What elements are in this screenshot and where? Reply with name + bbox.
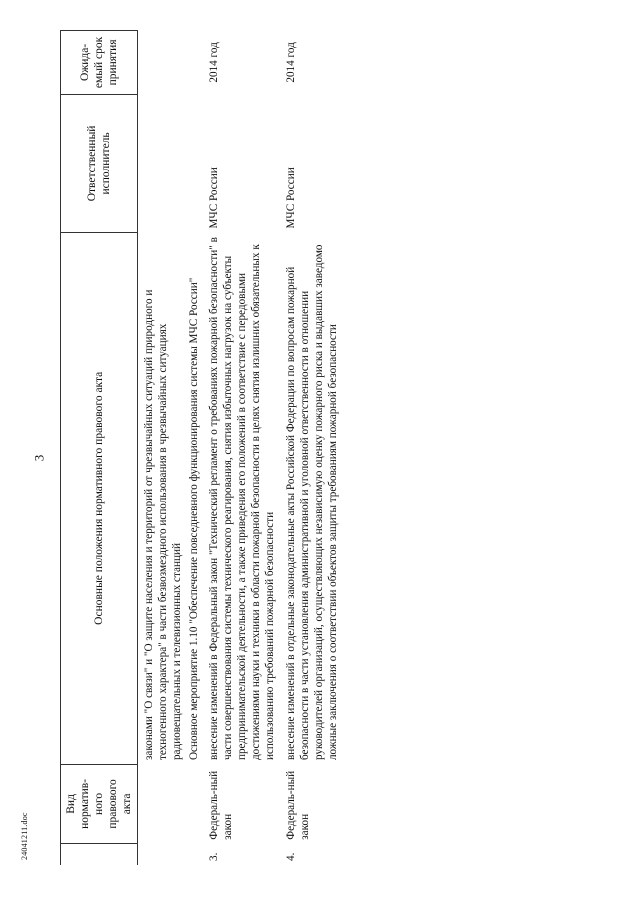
row-number: 3. xyxy=(208,852,220,861)
normative-acts-table xyxy=(60,30,344,865)
table-row xyxy=(204,31,281,866)
footer-filename: 24041211.doc xyxy=(20,812,29,860)
row-term: 2014 год xyxy=(208,42,220,83)
continuation-row xyxy=(138,31,187,866)
row-kind: Федераль-ный закон xyxy=(208,770,234,840)
row-term: 2014 год xyxy=(285,42,297,83)
continuation-text: законами "О связи" и "О защите населения и территорий от чрезвычайных ситуаций природного и техногенного характера" в части безвозмездного использования в чрезвычайных ситуациях радиовещательных и телевизионных станций xyxy=(143,289,183,761)
table-row xyxy=(281,31,344,866)
header-term: Ожида-емый срок принятия xyxy=(61,31,138,95)
header-main: Основные положения нормативного правового акта xyxy=(61,233,138,765)
header-kind: Вид норматив-ного правового акта xyxy=(61,764,138,844)
section-row xyxy=(186,31,204,866)
row-main: внесение изменений в Федеральный закон "Технический регламент о требованиях пожарной безопасности" в части совершенствования системы технического реагирования, снятия избыточных нагрузок на субъекты предпринимательской деятельности, а также приведения его положений в соответствие с передовыми достижениями науки и техники в области пожарной безопасности в целях снятия излишних обязательных к использованию требований пожарной безопасности xyxy=(208,237,276,761)
row-responsible: МЧС России xyxy=(285,167,297,229)
header-responsible: Ответственный исполнитель xyxy=(61,94,138,232)
section-title: Основное мероприятие 1.10 "Обеспечение повседневного функционирования системы МЧС России" xyxy=(188,277,200,761)
page-number: 3 xyxy=(31,454,47,462)
rotated-table-sheet xyxy=(60,30,630,865)
row-number: 4. xyxy=(285,852,297,861)
row-responsible: МЧС России xyxy=(208,167,220,229)
header-number xyxy=(61,844,138,865)
table-header-row xyxy=(61,31,138,866)
row-kind: Федераль-ный закон xyxy=(285,770,311,840)
row-main: внесение изменений в отдельные законодательные акты Российской Федерации по вопросам пожарной безопасности в части установления административной и уголовной ответственности в отношении руководителей организаций, осуществляющих независимую оценку пожарного риска и выдавших заведомо ложные заключения о соответствии объектов защиты требованиям пожарной безопасности xyxy=(285,244,339,761)
